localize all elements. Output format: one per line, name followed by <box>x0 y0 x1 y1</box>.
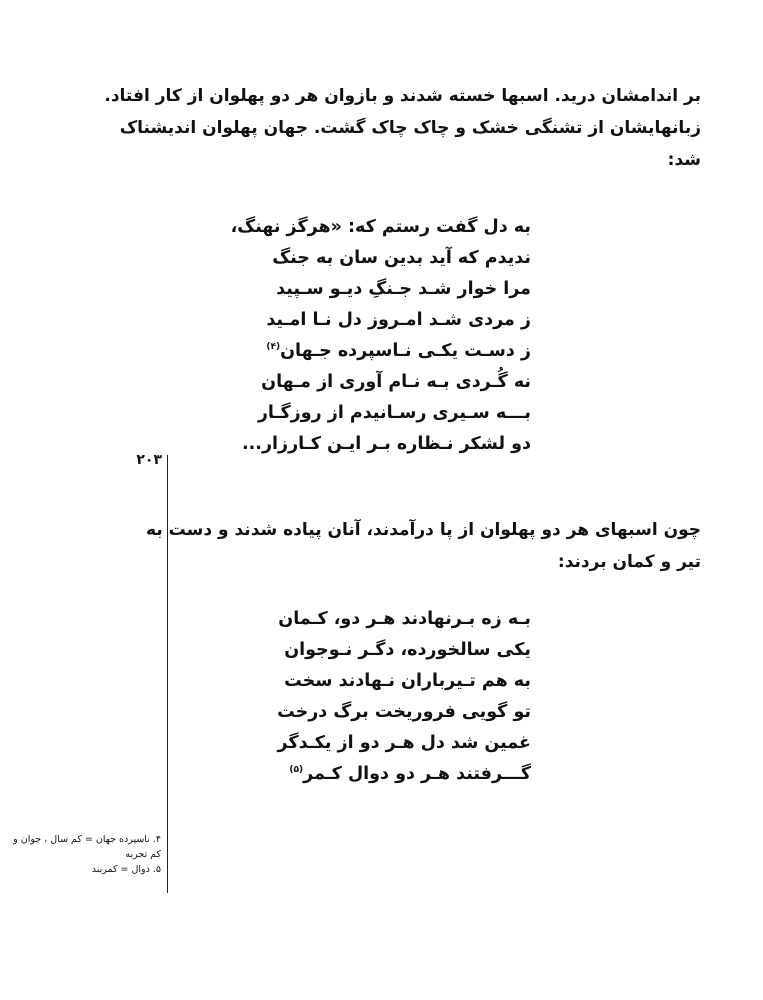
prose-line: بر اندامشان درید. اسبها خسته شدند و بازوان هر دو پهلوان از کار افتاد. <box>104 86 701 106</box>
verse-line <box>231 336 531 367</box>
verse-line: به دل گفت رستم که: «هرگز نهنگ، <box>230 217 531 237</box>
prose-paragraph-2 <box>146 514 701 578</box>
prose-paragraph-1 <box>104 80 701 176</box>
verse-line: یکی سالخورده، دگـر نـوجوان <box>284 640 531 660</box>
footnote-line: ۴. ناسپرده جهان = کم سال ، جوان و <box>13 834 161 845</box>
page-number: ۲۰۳ <box>136 452 162 468</box>
verse-line: بـه زه بـرنهادند هـر دو، کـمان <box>278 609 531 629</box>
footnotes <box>8 832 161 877</box>
footnote-marker: (۵) <box>289 765 304 776</box>
verse-line: مرا خوار شـد جـنگِ دیـو سـپید <box>276 279 531 299</box>
verse-line: تو گویی فروریخت برگ درخت <box>277 702 531 722</box>
verse-line: غمین شد دل هـر دو از یکـدگر <box>277 733 531 753</box>
prose-line: زبانهایشان از تشنگی خشک و چاک چاک گشت. جهان پهلوان اندیشناک <box>119 118 701 138</box>
verse-line: ز مردی شـد امـروز دل نـا امـید <box>266 310 531 330</box>
verse-line: ندیدم که آید بدین سان به جنگ <box>272 248 531 268</box>
verse-line: دو لشکر نـظاره بـر ایـن کـارزار... <box>242 434 531 454</box>
verse-line: به هم تـیرباران نـهادند سخت <box>284 671 531 691</box>
prose-line: چون اسبهای هر دو پهلوان از پا درآمدند، آنان پیاده شدند و دست به <box>146 520 701 540</box>
prose-line: شد: <box>667 150 701 170</box>
prose-line: تیر و کمان بردند: <box>557 552 701 572</box>
verse-line <box>231 759 531 790</box>
verse-line-text: ز دسـت یکـی نـاسپرده جـهان <box>280 341 531 361</box>
verse-line-text: گـــرفتند هـر دو دوال کـمر <box>303 764 531 784</box>
verse-line: نه گُـردی بـه نـام آوری از مـهان <box>261 372 531 392</box>
footnote-line: کم تجربه <box>125 849 161 860</box>
footnote-line: ۵. دوال = کمربند <box>91 864 161 875</box>
footnote-marker: (۴) <box>266 342 281 353</box>
verse-line: بـــه سـیری رسـانیدم از روزگـار <box>257 403 531 423</box>
verse-block-2 <box>231 604 531 790</box>
verse-block-1 <box>231 212 531 460</box>
